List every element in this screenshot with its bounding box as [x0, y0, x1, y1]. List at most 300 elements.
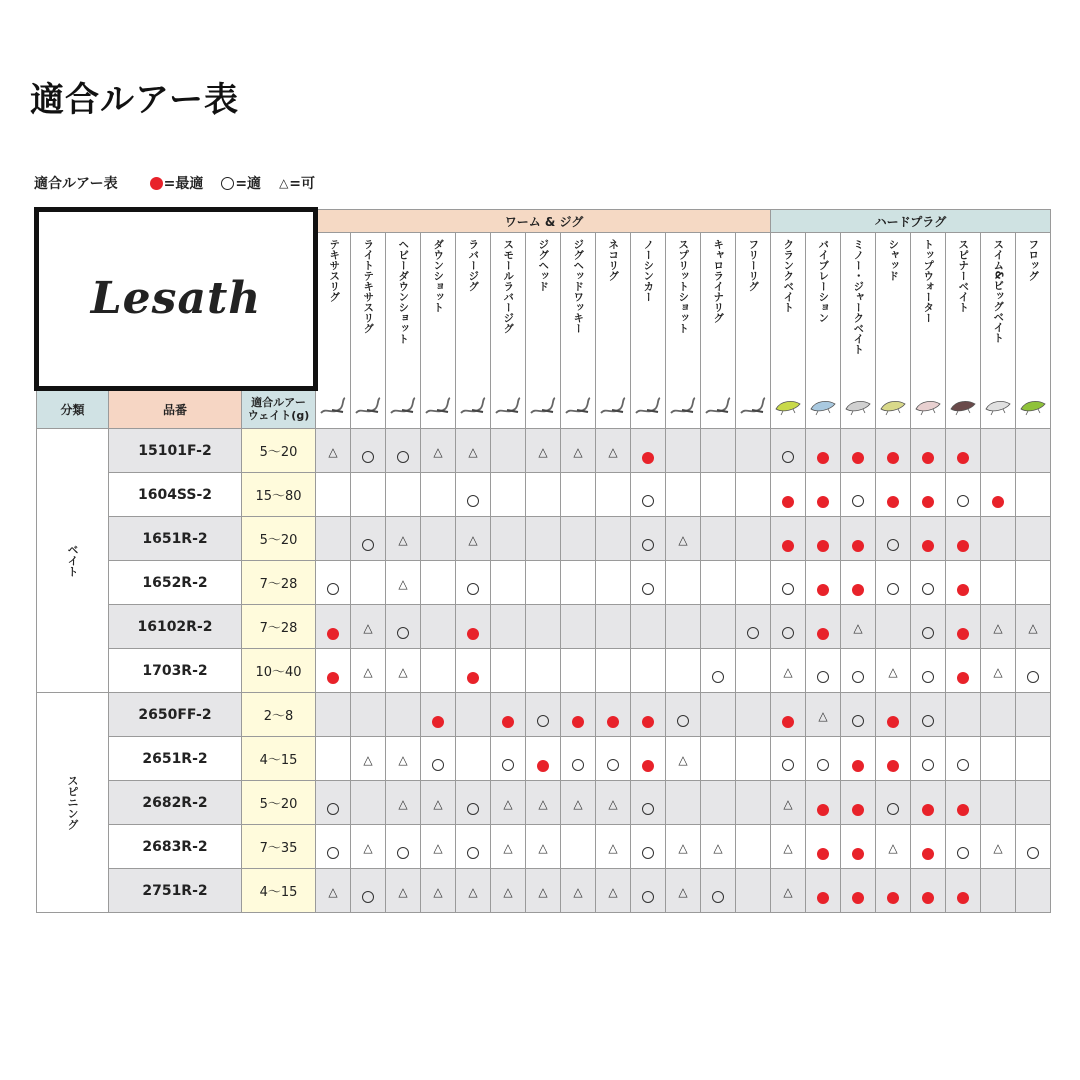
table-row: [37, 781, 1051, 825]
rating-cell: [561, 649, 596, 693]
rating-cell: [456, 737, 491, 781]
rating-cell: [771, 561, 806, 605]
rating-cell: [631, 561, 666, 605]
best-dot-icon: [852, 848, 864, 860]
red-dot-icon: [150, 177, 163, 190]
rating-cell: [316, 561, 351, 605]
rating-cell: [386, 869, 421, 913]
rating-cell: [421, 561, 456, 605]
rating-cell: [421, 869, 456, 913]
rating-cell: [771, 825, 806, 869]
best-dot-icon: [957, 540, 969, 552]
lure-name: テキサスリグ: [328, 239, 341, 302]
good-circle-icon: [327, 803, 339, 815]
rating-cell: [491, 737, 526, 781]
rating-cell: [876, 649, 911, 693]
ok-triangle-icon: △: [678, 884, 688, 899]
good-circle-icon: [502, 759, 514, 771]
lure-name: トップウォーター: [922, 239, 935, 323]
lure-column-header: [526, 233, 561, 389]
rating-cell: [631, 605, 666, 649]
lure-weight: 5〜20: [242, 517, 316, 561]
rating-cell: [771, 649, 806, 693]
rating-cell: [981, 429, 1016, 473]
rating-cell: [736, 781, 771, 825]
good-circle-icon: [397, 847, 409, 859]
lure-column-header: [561, 233, 596, 389]
ok-triangle-icon: △: [433, 840, 443, 855]
rating-cell: [386, 605, 421, 649]
rating-cell: [386, 781, 421, 825]
worm-rig-icon: [666, 388, 701, 429]
worm-rig-icon: [491, 388, 526, 429]
rating-cell: [421, 605, 456, 649]
rating-cell: [316, 473, 351, 517]
good-circle-icon: [922, 715, 934, 727]
best-dot-icon: [817, 628, 829, 640]
ok-triangle-icon: △: [608, 840, 618, 855]
rating-cell: [1016, 429, 1051, 473]
rating-cell: [491, 649, 526, 693]
rating-cell: [456, 693, 491, 737]
ok-triangle-icon: △: [783, 884, 793, 899]
worm-rig-icon: [631, 388, 666, 429]
rating-cell: [491, 473, 526, 517]
good-circle-icon: [922, 759, 934, 771]
ok-triangle-icon: △: [993, 664, 1003, 679]
legend-good-label: =適: [235, 176, 262, 192]
rating-cell: [736, 649, 771, 693]
lure-column-header: [841, 233, 876, 389]
rating-cell: [351, 693, 386, 737]
lure-weight: 2〜8: [242, 693, 316, 737]
hard-plug-icon: [1016, 388, 1051, 429]
worm-rig-icon: [596, 388, 631, 429]
part-number: 16102R-2: [109, 605, 242, 649]
rating-cell: [561, 517, 596, 561]
lure-weight: 15〜80: [242, 473, 316, 517]
ok-triangle-icon: △: [363, 620, 373, 635]
best-dot-icon: [922, 452, 934, 464]
rating-cell: [876, 781, 911, 825]
good-circle-icon: [467, 847, 479, 859]
table-row: [37, 473, 1051, 517]
rating-cell: [596, 649, 631, 693]
rating-cell: [946, 781, 981, 825]
ok-triangle-icon: △: [1028, 620, 1038, 635]
rating-cell: [701, 473, 736, 517]
worm-jig-group-header: ワーム & ジグ: [316, 210, 771, 233]
rating-cell: [981, 473, 1016, 517]
rating-cell: [771, 429, 806, 473]
rating-cell: [526, 517, 561, 561]
rating-cell: [806, 649, 841, 693]
rating-cell: [911, 737, 946, 781]
worm-rig-icon: [701, 388, 736, 429]
rating-cell: [351, 649, 386, 693]
ok-triangle-icon: △: [398, 796, 408, 811]
rating-cell: [526, 737, 561, 781]
ok-triangle-icon: △: [328, 884, 338, 899]
lure-weight-header-line2: ウェイト(g): [247, 409, 310, 423]
rating-cell: [421, 517, 456, 561]
best-dot-icon: [782, 716, 794, 728]
ok-triangle-icon: △: [783, 840, 793, 855]
good-circle-icon: [397, 627, 409, 639]
rating-cell: [876, 825, 911, 869]
lure-weight: 7〜35: [242, 825, 316, 869]
rating-cell: [561, 429, 596, 473]
ok-triangle-icon: △: [398, 884, 408, 899]
rating-cell: [701, 561, 736, 605]
part-number: 2751R-2: [109, 869, 242, 913]
ok-triangle-icon: △: [503, 840, 513, 855]
table-row: [37, 869, 1051, 913]
lure-name: ラバージグ: [467, 239, 480, 292]
rating-cell: [1016, 825, 1051, 869]
lure-name: スモールラバージグ: [502, 239, 515, 334]
rating-cell: [1016, 473, 1051, 517]
best-dot-icon: [817, 452, 829, 464]
rating-cell: [841, 825, 876, 869]
good-circle-icon: [537, 715, 549, 727]
ok-triangle-icon: △: [853, 620, 863, 635]
ok-triangle-icon: △: [398, 532, 408, 547]
rating-cell: [911, 605, 946, 649]
best-dot-icon: [817, 540, 829, 552]
best-dot-icon: [922, 540, 934, 552]
rating-cell: [631, 869, 666, 913]
lure-column-header: [806, 233, 841, 389]
rating-cell: [981, 693, 1016, 737]
ok-triangle-icon: △: [433, 444, 443, 459]
best-dot-icon: [852, 452, 864, 464]
good-circle-icon: [572, 759, 584, 771]
worm-rig-icon: [351, 388, 386, 429]
logo-box: [37, 210, 316, 389]
rating-cell: [911, 869, 946, 913]
rating-cell: [806, 825, 841, 869]
good-circle-icon: [642, 583, 654, 595]
lure-name: ノーシンカー: [642, 239, 655, 302]
table-row: [37, 737, 1051, 781]
rating-cell: [876, 869, 911, 913]
good-circle-icon: [817, 759, 829, 771]
rating-cell: [1016, 561, 1051, 605]
rating-cell: [981, 781, 1016, 825]
rating-cell: [911, 825, 946, 869]
lure-name: クランクベイト: [782, 239, 795, 313]
best-dot-icon: [817, 892, 829, 904]
good-circle-icon: [957, 847, 969, 859]
rating-cell: [806, 605, 841, 649]
rating-cell: [596, 473, 631, 517]
rating-cell: [1016, 605, 1051, 649]
good-circle-icon: [677, 715, 689, 727]
rating-cell: [911, 517, 946, 561]
legend-ok-label: =可: [289, 176, 316, 192]
legend-best: [150, 173, 204, 193]
lure-column-header: [351, 233, 386, 389]
rating-cell: [456, 429, 491, 473]
rating-cell: [316, 517, 351, 561]
rating-cell: [981, 561, 1016, 605]
rating-cell: [806, 869, 841, 913]
good-circle-icon: [397, 451, 409, 463]
lure-column-header: [981, 233, 1016, 389]
rating-cell: [876, 737, 911, 781]
part-number: 2651R-2: [109, 737, 242, 781]
rating-cell: [316, 737, 351, 781]
good-circle-icon: [642, 539, 654, 551]
good-circle-icon: [362, 891, 374, 903]
rating-cell: [701, 737, 736, 781]
ok-triangle-icon: △: [608, 884, 618, 899]
lure-column-header: [946, 233, 981, 389]
lure-column-header: [736, 233, 771, 389]
best-dot-icon: [957, 672, 969, 684]
good-circle-icon: [712, 671, 724, 683]
category-cell: [37, 693, 109, 913]
best-dot-icon: [817, 848, 829, 860]
rating-cell: [561, 825, 596, 869]
rating-cell: [631, 781, 666, 825]
good-circle-icon: [642, 847, 654, 859]
ok-triangle-icon: △: [573, 884, 583, 899]
good-circle-icon: [887, 539, 899, 551]
hard-plug-icon: [911, 388, 946, 429]
ok-triangle-icon: △: [538, 796, 548, 811]
good-circle-icon: [432, 759, 444, 771]
rating-cell: [596, 605, 631, 649]
part-number: 1651R-2: [109, 517, 242, 561]
part-number: 1652R-2: [109, 561, 242, 605]
lure-name: キャロライナリグ: [712, 239, 725, 323]
rating-cell: [771, 605, 806, 649]
good-circle-icon: [1027, 847, 1039, 859]
rating-cell: [841, 561, 876, 605]
rating-cell: [981, 649, 1016, 693]
ok-triangle-icon: △: [993, 840, 1003, 855]
lure-column-header: [456, 233, 491, 389]
hard-plug-icon: [841, 388, 876, 429]
rating-cell: [386, 693, 421, 737]
rating-cell: [1016, 737, 1051, 781]
rating-cell: [841, 693, 876, 737]
good-circle-icon: [362, 539, 374, 551]
ok-triangle-icon: △: [818, 708, 828, 723]
rating-cell: [631, 737, 666, 781]
rating-cell: [456, 781, 491, 825]
good-circle-icon: [642, 891, 654, 903]
rating-cell: [701, 869, 736, 913]
best-dot-icon: [992, 496, 1004, 508]
lure-weight: 7〜28: [242, 605, 316, 649]
best-dot-icon: [852, 892, 864, 904]
rating-cell: [596, 825, 631, 869]
rating-cell: [806, 429, 841, 473]
ok-triangle-icon: △: [398, 576, 408, 591]
rating-cell: [736, 473, 771, 517]
rating-cell: [666, 693, 701, 737]
ok-triangle-icon: △: [678, 532, 688, 547]
lure-column-header: [631, 233, 666, 389]
rating-cell: [1016, 517, 1051, 561]
lure-name: ネコリグ: [607, 239, 620, 281]
good-circle-icon: [852, 495, 864, 507]
rating-cell: [491, 429, 526, 473]
lure-name: ヘビーダウンショット: [397, 239, 410, 344]
rating-cell: [666, 781, 701, 825]
rating-cell: [316, 781, 351, 825]
lure-column-header: [491, 233, 526, 389]
rating-cell: [386, 825, 421, 869]
rating-cell: [421, 473, 456, 517]
rating-cell: [911, 561, 946, 605]
part-number: 2650FF-2: [109, 693, 242, 737]
hard-plug-icon: [771, 388, 806, 429]
best-dot-icon: [817, 804, 829, 816]
best-dot-icon: [607, 716, 619, 728]
good-circle-icon: [362, 451, 374, 463]
rating-cell: [981, 517, 1016, 561]
ok-triangle-icon: △: [363, 840, 373, 855]
ok-triangle-icon: △: [398, 752, 408, 767]
rating-cell: [876, 693, 911, 737]
rating-cell: [631, 473, 666, 517]
rating-cell: [981, 737, 1016, 781]
lure-column-header: [421, 233, 456, 389]
good-circle-icon: [782, 627, 794, 639]
rating-cell: [386, 649, 421, 693]
rating-cell: [526, 473, 561, 517]
rating-cell: [876, 429, 911, 473]
lure-weight-header-line1: 適合ルアー: [251, 395, 306, 409]
rating-cell: [946, 429, 981, 473]
category-label: スピニング: [66, 775, 79, 830]
ok-triangle-icon: △: [678, 840, 688, 855]
rating-cell: [736, 693, 771, 737]
lure-name: ミノー・ジャークベイト: [852, 239, 865, 355]
rating-cell: [736, 561, 771, 605]
rating-cell: [351, 737, 386, 781]
best-dot-icon: [957, 452, 969, 464]
rating-cell: [526, 825, 561, 869]
rating-cell: [421, 737, 456, 781]
lure-name: ダウンショット: [432, 239, 445, 313]
rating-cell: [526, 693, 561, 737]
rating-cell: [841, 737, 876, 781]
rating-cell: [946, 517, 981, 561]
rating-cell: [351, 825, 386, 869]
lure-name: フリーリグ: [747, 239, 760, 292]
table-row: [37, 693, 1051, 737]
best-dot-icon: [852, 540, 864, 552]
good-circle-icon: [887, 803, 899, 815]
rating-cell: [561, 781, 596, 825]
best-dot-icon: [817, 584, 829, 596]
rating-cell: [491, 605, 526, 649]
ok-triangle-icon: △: [888, 664, 898, 679]
table-row: [37, 561, 1051, 605]
rating-cell: [351, 605, 386, 649]
legend-ok: [279, 173, 315, 193]
legend-title: 適合ルアー表: [34, 176, 118, 192]
rating-cell: [806, 693, 841, 737]
rating-cell: [771, 517, 806, 561]
hard-plug-icon: [806, 388, 841, 429]
lure-name: ライトテキサスリグ: [362, 239, 375, 334]
rating-cell: [876, 473, 911, 517]
rating-cell: [911, 473, 946, 517]
rating-cell: [841, 649, 876, 693]
rating-cell: [981, 825, 1016, 869]
worm-rig-icon: [421, 388, 456, 429]
lure-name: スイム&ビッグベイト: [992, 239, 1005, 343]
rating-cell: [736, 825, 771, 869]
ok-triangle-icon: △: [433, 884, 443, 899]
legend-best-label: =最適: [163, 176, 204, 192]
rating-cell: [911, 429, 946, 473]
rating-cell: [946, 649, 981, 693]
table-row: [37, 825, 1051, 869]
hard-plug-icon: [876, 388, 911, 429]
lure-column-header: [316, 233, 351, 389]
rating-cell: [456, 561, 491, 605]
ok-triangle-icon: △: [503, 796, 513, 811]
worm-rig-icon: [316, 388, 351, 429]
lure-weight: 5〜20: [242, 781, 316, 825]
rating-cell: [316, 649, 351, 693]
rating-cell: [771, 473, 806, 517]
ok-triangle-icon: △: [783, 664, 793, 679]
part-number-header: 品番: [109, 388, 242, 429]
good-circle-icon: [922, 583, 934, 595]
rating-cell: [806, 781, 841, 825]
best-dot-icon: [852, 760, 864, 772]
ok-triangle-icon: △: [538, 884, 548, 899]
best-dot-icon: [642, 716, 654, 728]
rating-cell: [596, 737, 631, 781]
ok-triangle-icon: △: [538, 444, 548, 459]
rating-cell: [946, 693, 981, 737]
good-circle-icon: [887, 583, 899, 595]
rating-cell: [666, 825, 701, 869]
rating-cell: [946, 737, 981, 781]
triangle-icon: △: [279, 176, 289, 190]
best-dot-icon: [537, 760, 549, 772]
rating-cell: [456, 869, 491, 913]
best-dot-icon: [957, 892, 969, 904]
lure-name: ジグヘッドワッキー: [572, 239, 585, 334]
rating-cell: [561, 605, 596, 649]
rating-cell: [666, 517, 701, 561]
rating-cell: [806, 737, 841, 781]
rating-cell: [911, 649, 946, 693]
rating-cell: [526, 605, 561, 649]
rating-cell: [421, 649, 456, 693]
good-circle-icon: [642, 495, 654, 507]
rating-cell: [701, 429, 736, 473]
rating-cell: [631, 517, 666, 561]
rating-cell: [596, 517, 631, 561]
best-dot-icon: [467, 672, 479, 684]
ok-triangle-icon: △: [608, 444, 618, 459]
good-circle-icon: [957, 495, 969, 507]
lure-weight: 5〜20: [242, 429, 316, 473]
rating-cell: [526, 781, 561, 825]
best-dot-icon: [467, 628, 479, 640]
